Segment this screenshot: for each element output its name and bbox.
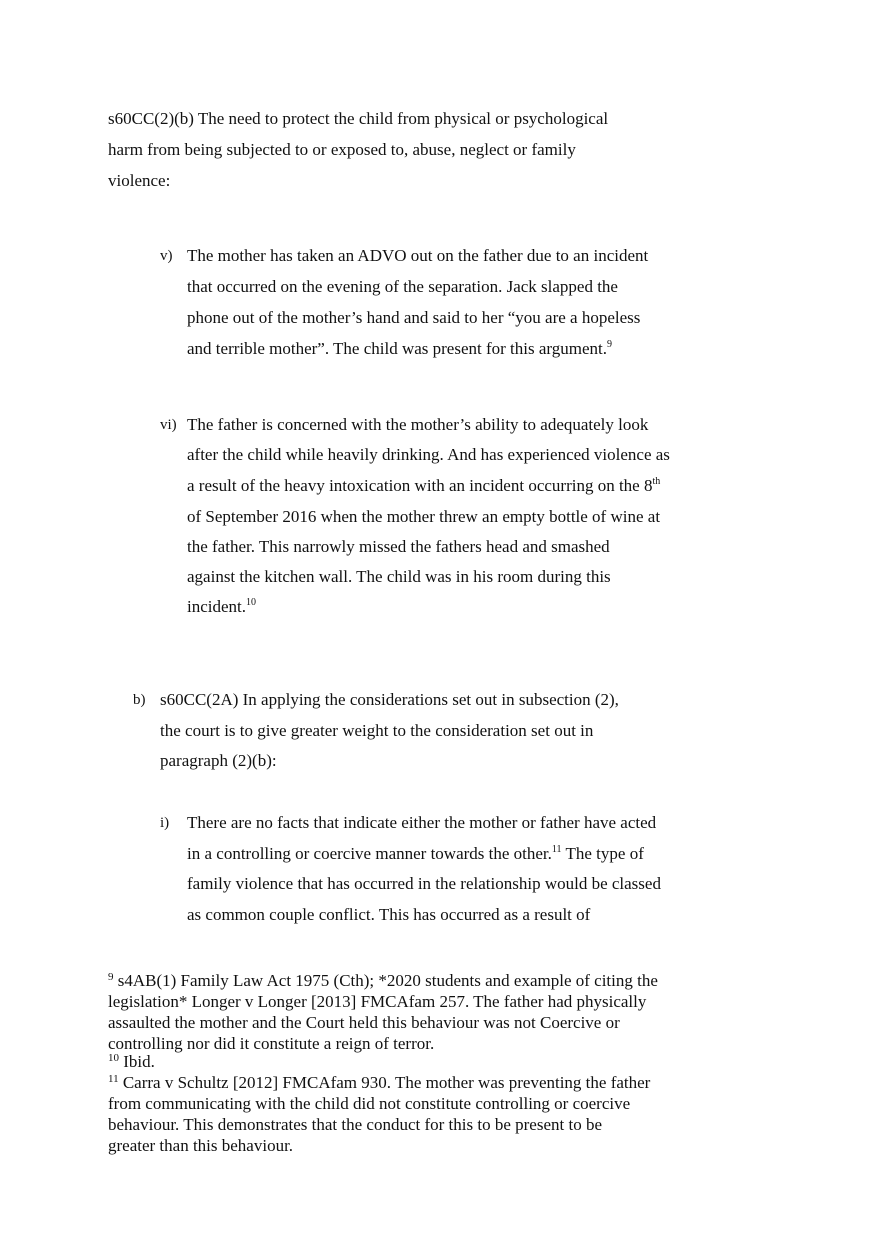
item-line: phone out of the mother’s hand and said to her “you are a hopeless (187, 308, 641, 327)
item-line: There are no facts that indicate either the mother or father have acted (187, 813, 657, 832)
footnote-9-line: legislation* Longer v Longer [2013] FMCAfam 257. The father had physically (108, 992, 647, 1011)
footnote-9-line: controlling nor did it constitute a reign of terror. (108, 1034, 435, 1053)
heading-line: s60CC(2)(b) The need to protect the child from physical or psychological (108, 109, 609, 128)
footnote-10-line (108, 1052, 155, 1072)
list-marker: b) (133, 692, 146, 708)
item-line-text: The type of (561, 844, 644, 863)
list-marker: i) (160, 815, 170, 831)
footnote-text: Ibid. (119, 1052, 155, 1071)
footnote-ref-10: 10 (246, 597, 257, 608)
item-line-text: and terrible mother”. The child was present for this argument. (187, 339, 607, 358)
item-line: The mother has taken an ADVO out on the father due to an incident (187, 246, 649, 265)
footnote-11-line: greater than this behaviour. (108, 1136, 294, 1155)
footnote-ref-11: 11 (551, 844, 562, 855)
ordinal-suffix: th (652, 476, 661, 487)
heading-line: harm from being subjected to or exposed to, abuse, neglect or family (108, 140, 576, 159)
item-line-text: incident. (187, 597, 247, 616)
item-line: family violence that has occurred in the relationship would be classed (187, 874, 661, 893)
item-line: the father. This narrowly missed the fathers head and smashed (187, 537, 610, 556)
footnote-ref-9: 9 (607, 339, 612, 350)
item-line: after the child while heavily drinking. And has experienced violence as (187, 445, 670, 464)
item-line: s60CC(2A) In applying the considerations set out in subsection (2), (160, 690, 619, 709)
footnote-number: 11 (108, 1073, 119, 1085)
item-line: that occurred on the evening of the separation. Jack slapped the (187, 277, 618, 296)
item-line: of September 2016 when the mother threw an empty bottle of wine at (187, 507, 661, 526)
item-line: paragraph (2)(b): (160, 751, 277, 770)
item-line (187, 476, 660, 496)
item-line (187, 339, 612, 359)
footnote-9-line (108, 971, 658, 991)
footnote-9-line: assaulted the mother and the Court held this behaviour was not Coercive or (108, 1013, 620, 1032)
item-line: as common couple conflict. This has occurred as a result of (187, 905, 591, 924)
heading-line: violence: (108, 171, 171, 190)
footnote-11-line (108, 1073, 650, 1093)
footnote-text: Carra v Schultz [2012] FMCAfam 930. The mother was preventing the father (118, 1073, 651, 1092)
list-marker: v) (160, 248, 173, 264)
footnote-text: s4AB(1) Family Law Act 1975 (Cth); *2020 students and example of citing the (113, 971, 658, 990)
footnote-11-line: behaviour. This demonstrates that the conduct for this to be present to be (108, 1115, 602, 1134)
item-line (187, 597, 256, 617)
item-line-text: a result of the heavy intoxication with an incident occurring on the 8 (187, 476, 653, 495)
footnote-number: 9 (108, 971, 114, 983)
item-line: against the kitchen wall. The child was in his room during this (187, 567, 611, 586)
item-line (187, 844, 644, 864)
item-line: The father is concerned with the mother’s ability to adequately look (187, 415, 649, 434)
list-marker: vi) (160, 417, 177, 433)
footnote-number: 10 (108, 1052, 119, 1064)
footnote-11-line: from communicating with the child did not constitute controlling or coercive (108, 1094, 631, 1113)
item-line: the court is to give greater weight to the consideration set out in (160, 721, 594, 740)
item-line-text: in a controlling or coercive manner towards the other. (187, 844, 552, 863)
